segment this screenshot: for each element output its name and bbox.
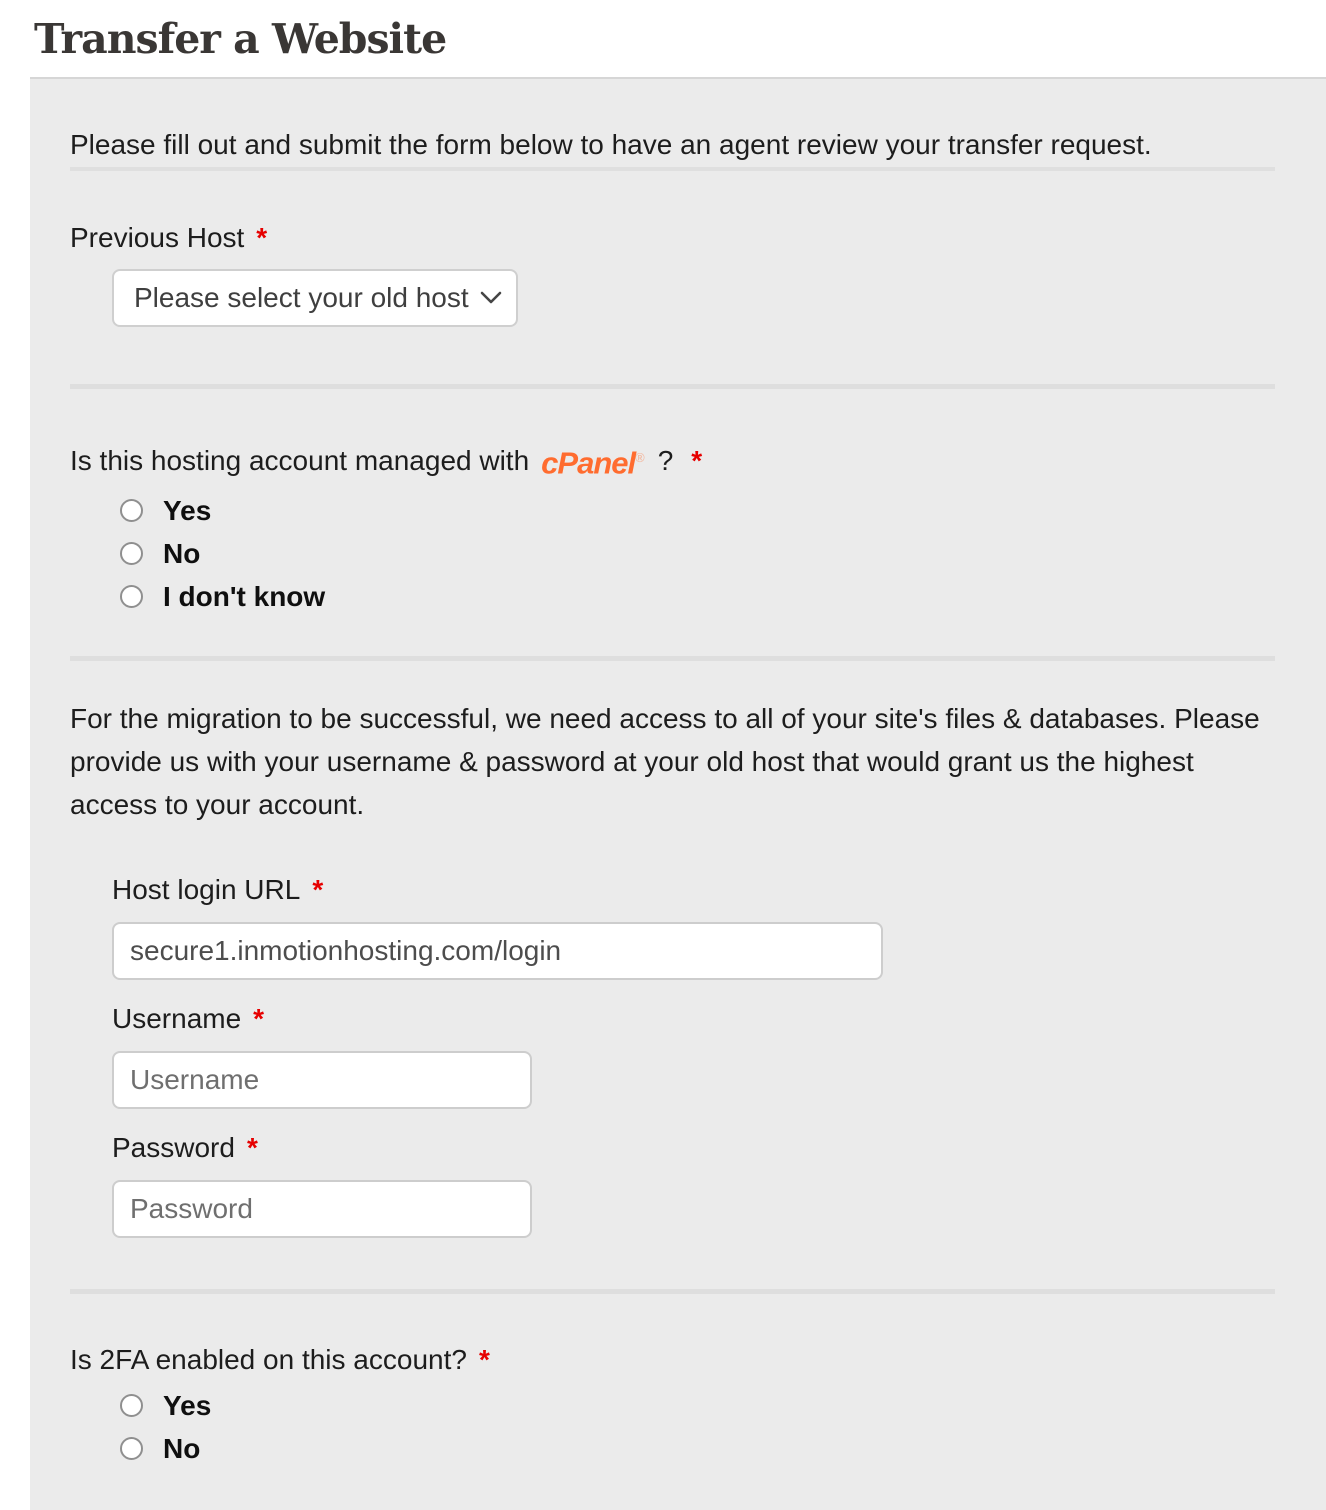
previous-host-label: Previous Host * [70,222,268,253]
cpanel-radio-group [120,489,1275,618]
twofa-option-no[interactable] [120,1427,1275,1470]
required-asterisk: * [312,874,324,906]
radio-label[interactable]: Yes [163,494,212,526]
radio-button-icon[interactable] [120,1437,143,1460]
section-divider [70,656,1275,661]
content-panel [30,77,1326,1510]
cpanel-question [70,441,1275,480]
required-asterisk: * [253,1003,265,1035]
radio-button-icon[interactable] [120,499,143,522]
radio-label[interactable]: I don't know [163,580,326,612]
cpanel-question-mark: ? [657,444,674,476]
form-intro: Please fill out and submit the form below to have an agent review your transfer request. [70,129,1275,171]
previous-host-select[interactable] [112,269,518,327]
section-divider [70,1289,1275,1294]
cpanel-question-text: Is this hosting account managed with [70,444,530,476]
cpanel-logo: cPanel® [541,445,644,481]
twofa-option-yes[interactable] [120,1384,1275,1427]
password-label: Password * [112,1132,258,1164]
radio-label[interactable]: No [163,537,201,569]
migration-note: For the migration to be successful, we need access to all of your site's files & databases. Please provide us with your username & password at your old host that would grant us the highest access to your account. [70,703,1260,821]
radio-label[interactable]: Yes [163,1389,212,1421]
required-asterisk: * [256,222,268,253]
username-label: Username * [112,1003,265,1035]
cpanel-option-no[interactable] [120,532,1275,575]
cpanel-option-yes[interactable] [120,489,1275,532]
host-login-url-input[interactable] [112,922,883,980]
radio-button-icon[interactable] [120,585,143,608]
page-header [0,0,1326,77]
radio-button-icon[interactable] [120,542,143,565]
twofa-question: Is 2FA enabled on this account? * [70,1344,490,1376]
radio-label[interactable]: No [163,1432,201,1464]
twofa-radio-group [120,1384,1275,1470]
required-asterisk: * [246,1132,258,1164]
registered-mark-icon: ® [635,450,644,465]
cpanel-option-dont-know[interactable] [120,575,1275,618]
required-asterisk: * [691,444,703,476]
host-login-url-label: Host login URL * [112,874,324,906]
chevron-down-icon [479,290,503,306]
username-input[interactable] [112,1051,532,1109]
page-title: Transfer a Website [34,15,447,63]
required-asterisk: * [478,1344,490,1376]
password-input[interactable] [112,1180,532,1238]
section-divider [70,384,1275,389]
previous-host-select-value: Please select your old host [134,282,469,313]
radio-button-icon[interactable] [120,1394,143,1417]
